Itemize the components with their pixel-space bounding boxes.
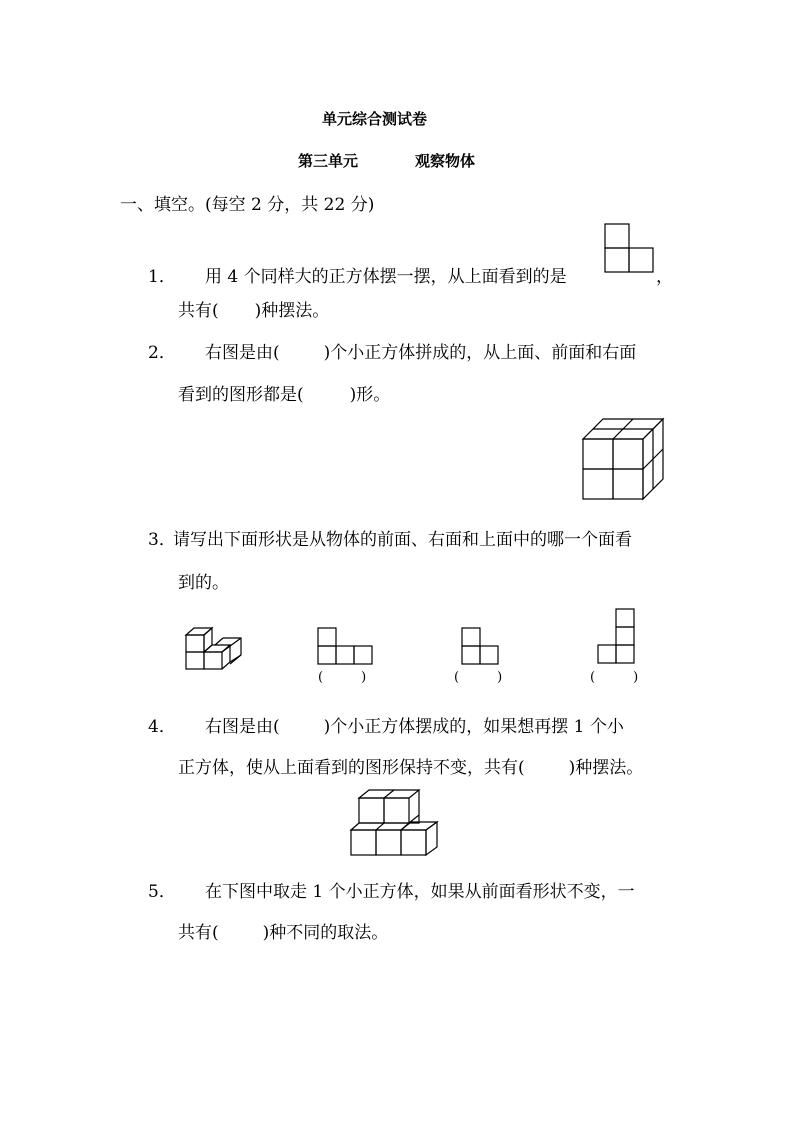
q3-answer-paren-1[interactable] — [318, 670, 366, 685]
q5-line1: 在下图中取走 1 个小正方体，如果从前面看形状不变，一 — [205, 882, 635, 902]
q1-line1-comma: ， — [656, 267, 673, 287]
q3-answer-paren-3[interactable] — [590, 670, 638, 685]
q2-line2-pre: 看到的图形都是( — [178, 385, 304, 405]
q3-line2: 到的。 — [178, 573, 229, 593]
q2-line1-post: )个小正方体拼成的，从上面、前面和右面 — [323, 343, 637, 363]
q4-cube-figure — [350, 788, 444, 858]
q2-line2-post: )形。 — [349, 385, 391, 405]
q4-line2-post: )种摆法。 — [568, 758, 644, 778]
q5-line2 — [178, 918, 388, 943]
q4-line1-post: )个小正方体摆成的，如果想再摆 1 个小 — [323, 717, 624, 737]
section-heading: 一、填空。(每空 2 分，共 22 分) — [120, 195, 375, 215]
q4-line1 — [205, 712, 624, 737]
q3-paren-left-2: ( — [454, 670, 460, 685]
unit-label: 第三单元 — [298, 152, 359, 170]
q3-line1: 请写出下面形状是从物体的前面、右面和上面中的哪一个面看 — [173, 530, 632, 550]
q3-number: 3． — [148, 530, 176, 550]
q2-number: 2． — [148, 343, 176, 363]
topic-label: 观察物体 — [415, 152, 476, 170]
q4-line1-pre: 右图是由( — [205, 717, 280, 737]
q3-view-1 — [318, 628, 376, 668]
q5-line2-post: )种不同的取法。 — [262, 923, 389, 943]
q1-line2-post: )种摆法。 — [254, 301, 330, 321]
q1-number: 1． — [148, 267, 176, 287]
q1-line1: 用 4 个同样大的正方体摆一摆，从上面看到的是 — [205, 267, 567, 287]
q4-number: 4． — [148, 717, 176, 737]
q4-line2-pre: 正方体，使从上面看到的图形保持不变，共有( — [178, 758, 525, 778]
q3-view-2 — [462, 628, 502, 668]
q1-line2 — [178, 296, 329, 321]
q3-solid-figure — [185, 626, 243, 672]
q3-answer-paren-2[interactable] — [454, 670, 502, 685]
page-title: 单元综合测试卷 — [322, 110, 428, 128]
q3-paren-right-3: ) — [633, 670, 639, 685]
q2-cube-figure — [582, 418, 666, 502]
q3-paren-right-2: ) — [497, 670, 503, 685]
q2-line1-pre: 右图是由( — [205, 343, 280, 363]
q3-paren-left-3: ( — [590, 670, 596, 685]
q3-paren-left-1: ( — [318, 670, 324, 685]
q2-line2 — [178, 380, 390, 405]
q2-line1 — [205, 338, 636, 363]
q5-number: 5． — [148, 882, 176, 902]
q4-line2 — [178, 753, 643, 778]
q1-line2-pre: 共有( — [178, 301, 219, 321]
q3-view-3 — [598, 609, 638, 667]
q1-top-view-figure — [605, 224, 655, 274]
q3-paren-right-1: ) — [361, 670, 367, 685]
q5-line2-pre: 共有( — [178, 923, 219, 943]
